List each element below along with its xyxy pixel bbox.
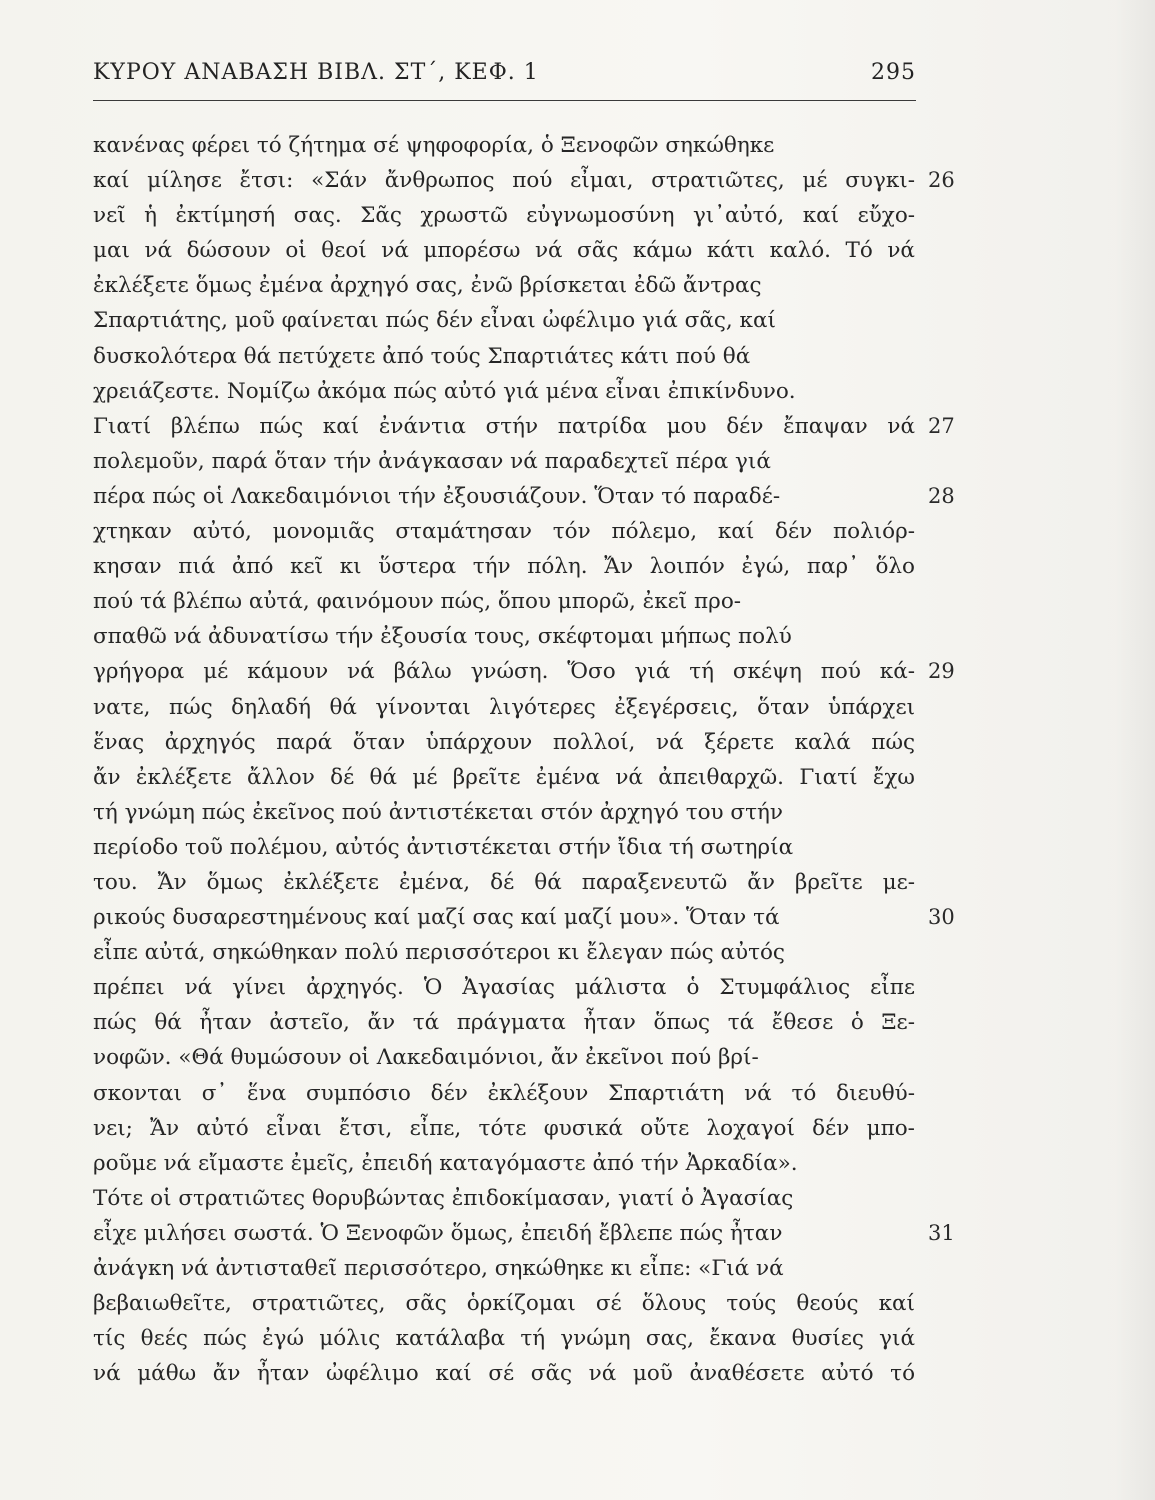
text-line bbox=[93, 163, 955, 198]
text-line-content: ἕνας ἀρχηγός παρά ὅταν ὑπάρχουν πολλοί, νά ξέρετε καλά πώς bbox=[93, 729, 916, 755]
text-line-content: κησαν πιά ἀπό κεῖ κι ὕστερα τήν πόλη. Ἄν λοιπόν ἐγώ, παρ᾽ ὅλο bbox=[93, 554, 915, 580]
text-line bbox=[93, 339, 915, 374]
text-line bbox=[93, 303, 915, 338]
text-line-content: τίς θεές πώς ἐγώ μόλις κατάλαβα τή γνώμη σας, ἔκανα θυσίες γιά bbox=[93, 1326, 915, 1352]
text-line-content: πώς θά ἦταν ἀστεῖο, ἄν τά πράγματα ἦταν ὅπως τά ἔθεσε ὁ Ξε- bbox=[93, 1010, 915, 1036]
text-line-content: σκονται σ᾽ ἕνα συμπόσιο δέν ἐκλέξουν Σπαρτιάτη νά τό διευθύ- bbox=[93, 1080, 916, 1106]
text-line bbox=[93, 1251, 915, 1286]
text-line bbox=[93, 1356, 915, 1391]
running-title: ΚΥΡΟΥ ΑΝΑΒΑΣΗ ΒΙΒΛ. ΣΤ΄, ΚΕΦ. 1 bbox=[93, 60, 539, 85]
text-line-content: εἶχε μιλήσει σωστά. Ὁ Ξενοφῶν ὅμως, ἐπειδή ἔβλεπε πώς ἦταν bbox=[93, 1220, 783, 1246]
text-line bbox=[93, 970, 915, 1005]
text-line-content: ρικούς δυσαρεστημένους καί μαζί σας καί μαζί μου». Ὅταν τά bbox=[93, 905, 780, 931]
text-line-content: ἐκλέξετε ὅμως ἐμένα ἀρχηγό σας, ἐνῶ βρίσκεται ἐδῶ ἄντρας bbox=[93, 273, 762, 299]
text-line bbox=[93, 795, 915, 830]
text-line-content: μαι νά δώσουν οἱ θεοί νά μπορέσω νά σᾶς κάμω κάτι καλό. Τό νά bbox=[93, 238, 915, 264]
text-line-content: του. Ἄν ὅμως ἐκλέξετε ἐμένα, δέ θά παραξενευτῶ ἄν βρεῖτε με- bbox=[93, 869, 916, 895]
text-line bbox=[93, 865, 915, 900]
text-line-content: νατε, πώς δηλαδή θά γίνονται λιγότερες ἐξεγέρσεις, ὅταν ὑπάρχει bbox=[93, 694, 916, 720]
text-line-content: εἶπε αὐτά, σηκώθηκαν πολύ περισσότεροι κι ἔλεγαν πώς αὐτός bbox=[93, 940, 785, 966]
page-number: 295 bbox=[871, 60, 916, 85]
text-line-content: περίοδο τοῦ πολέμου, αὐτός ἀντιστέκεται στήν ἴδια τή σωτηρία bbox=[93, 834, 794, 860]
header-rule bbox=[93, 100, 916, 101]
text-line bbox=[93, 654, 955, 689]
section-number: 30 bbox=[928, 905, 955, 930]
text-line-content: τή γνώμη πώς ἐκεῖνος πού ἀντιστέκεται στόν ἀρχηγό του στήν bbox=[93, 799, 783, 825]
text-line-content: ἀνάγκη νά ἀντισταθεῖ περισσότερο, σηκώθηκε κι εἶπε: «Γιά νά bbox=[93, 1256, 784, 1281]
text-line bbox=[93, 584, 915, 619]
text-line-content: ροῦμε νά εἴμαστε ἐμεῖς, ἐπειδή καταγόμαστε ἀπό τήν Ἀρκαδία». bbox=[93, 1150, 798, 1176]
text-line bbox=[93, 690, 915, 725]
text-line bbox=[93, 479, 955, 514]
text-line bbox=[93, 198, 915, 233]
text-line-content: πρέπει νά γίνει ἀρχηγός. Ὁ Ἀγασίας μάλιστα ὁ Στυμφάλιος εἶπε bbox=[93, 975, 916, 1001]
text-line-content: σπαθῶ νά ἀδυνατίσω τήν ἐξουσία τους, σκέφτομαι μήπως πολύ bbox=[93, 624, 792, 650]
text-line-content: ἄν ἐκλέξετε ἄλλον δέ θά μέ βρεῖτε ἐμένα νά ἀπειθαρχῶ. Γιατί ἔχω bbox=[93, 764, 915, 790]
text-line-content: Σπαρτιάτης, μοῦ φαίνεται πώς δέν εἶναι ὠφέλιμο γιά σᾶς, καί bbox=[93, 308, 776, 334]
text-line bbox=[93, 725, 915, 760]
text-line bbox=[93, 760, 915, 795]
text-line bbox=[93, 1076, 915, 1111]
text-line bbox=[93, 549, 915, 584]
section-number: 28 bbox=[928, 483, 955, 508]
text-line bbox=[93, 233, 915, 268]
text-line-content: δυσκολότερα θά πετύχετε ἀπό τούς Σπαρτιάτες κάτι πού θά bbox=[93, 343, 751, 369]
text-line-content: κανένας φέρει τό ζήτημα σέ ψηφοφορία, ὁ Ξενοφῶν σηκώθηκε bbox=[93, 133, 775, 158]
text-line bbox=[93, 128, 915, 163]
text-line-content: νεῖ ἡ ἐκτίμησή σας. Σᾶς χρωστῶ εὐγνωμοσύνη γι᾽αὐτό, καί εὔχο- bbox=[93, 203, 916, 229]
text-line bbox=[93, 830, 915, 865]
text-line-content: πέρα πώς οἱ Λακεδαιμόνιοι τήν ἐξουσιάζουν. Ὅταν τό παραδέ- bbox=[93, 483, 781, 509]
page-edge-shadow bbox=[1115, 0, 1155, 1500]
section-number: 31 bbox=[928, 1220, 955, 1245]
text-line bbox=[93, 1321, 915, 1356]
text-line bbox=[93, 900, 955, 935]
text-line bbox=[93, 935, 915, 970]
text-line bbox=[93, 1005, 915, 1040]
text-line bbox=[93, 1111, 915, 1146]
text-line bbox=[93, 1181, 915, 1216]
text-line bbox=[93, 1286, 915, 1321]
text-line-content: πολεμοῦν, παρά ὅταν τήν ἀνάγκασαν νά παραδεχτεῖ πέρα γιά bbox=[93, 448, 771, 474]
text-line-content: πού τά βλέπω αὐτά, φαινόμουν πώς, ὅπου μπορῶ, ἐκεῖ προ- bbox=[93, 589, 742, 615]
text-line bbox=[93, 268, 915, 303]
text-line-content: καί μίλησε ἔτσι: «Σάν ἄνθρωπος πού εἶμαι, στρατιῶτες, μέ συγκι- bbox=[93, 168, 915, 194]
body-text bbox=[93, 128, 955, 1391]
text-line-content: νει; Ἄν αὐτό εἶναι ἔτσι, εἶπε, τότε φυσικά οὔτε λοχαγοί δέν μπο- bbox=[93, 1115, 915, 1141]
text-line-content: Γιατί βλέπω πώς καί ἐνάντια στήν πατρίδα μου δέν ἔπαψαν νά bbox=[93, 413, 915, 439]
text-line bbox=[93, 1146, 915, 1181]
text-line bbox=[93, 409, 955, 444]
text-line bbox=[93, 619, 915, 654]
section-number: 27 bbox=[928, 413, 955, 438]
text-line-content: νοφῶν. «Θά θυμώσουν οἱ Λακεδαιμόνιοι, ἄν ἐκεῖνοι πού βρί- bbox=[93, 1045, 759, 1071]
text-line bbox=[93, 1040, 915, 1075]
text-line bbox=[93, 1216, 955, 1251]
text-line-content: χρειάζεστε. Νομίζω ἀκόμα πώς αὐτό γιά μένα εἶναι ἐπικίνδυνο. bbox=[93, 378, 796, 404]
text-line bbox=[93, 514, 915, 549]
text-line-content: Τότε οἱ στρατιῶτες θορυβώντας ἐπιδοκίμασαν, γιατί ὁ Ἀγασίας bbox=[93, 1185, 794, 1211]
section-number: 26 bbox=[928, 168, 955, 193]
text-line-content: χτηκαν αὐτό, μονομιᾶς σταμάτησαν τόν πόλεμο, καί δέν πολιόρ- bbox=[93, 519, 915, 545]
text-line-content: γρήγορα μέ κάμουν νά βάλω γνώση. Ὅσο γιά τή σκέψη πού κά- bbox=[93, 659, 915, 685]
section-number: 29 bbox=[928, 659, 955, 684]
text-line-content: νά μάθω ἄν ἦταν ὠφέλιμο καί σέ σᾶς νά μοῦ ἀναθέσετε αὐτό τό bbox=[93, 1361, 916, 1387]
text-line bbox=[93, 444, 915, 479]
text-line-content: βεβαιωθεῖτε, στρατιῶτες, σᾶς ὁρκίζομαι σέ ὅλους τούς θεούς καί bbox=[93, 1291, 915, 1317]
running-head bbox=[93, 60, 916, 96]
text-line bbox=[93, 374, 915, 409]
